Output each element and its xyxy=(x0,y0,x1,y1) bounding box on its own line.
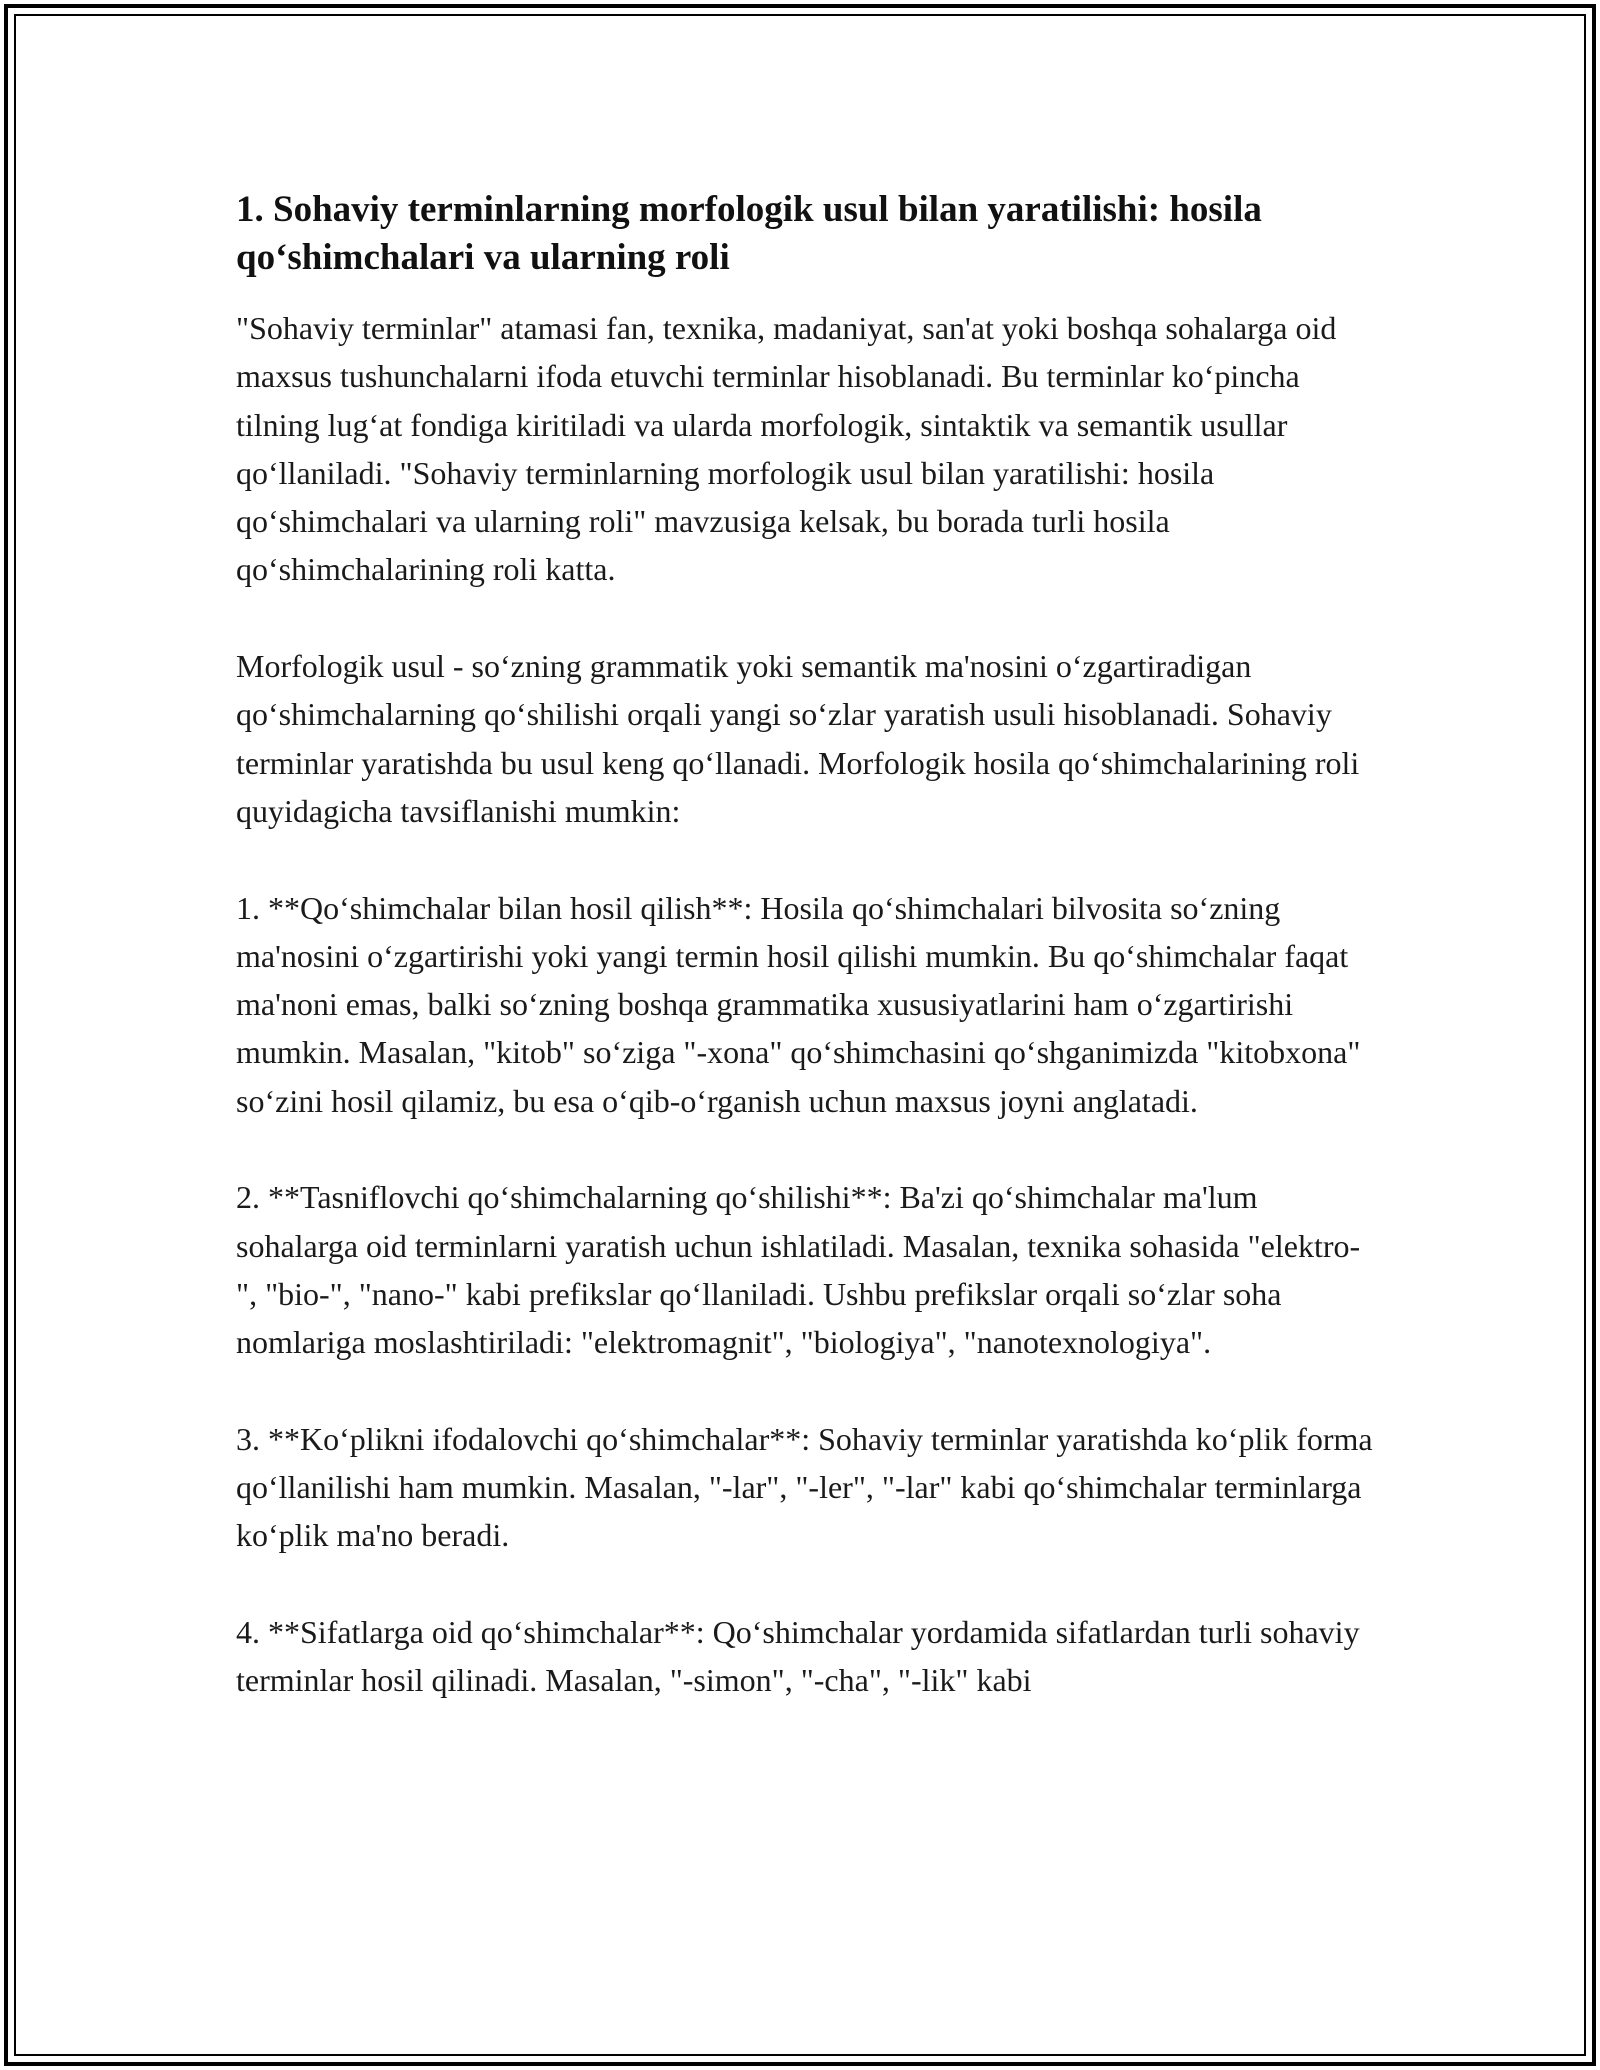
paragraph-point-3: 3. **Ko‘plikni ifodalovchi qo‘shimchalar**: Sohaviy terminlar yaratishda ko‘plik forma qo‘llanilishi ham mumkin. Masalan, "-lar", "-ler", "-lar" kabi qo‘shimchalar terminlarga ko‘plik ma'no beradi. xyxy=(236,1420,1373,1554)
paragraph-morphological-method: Morfologik usul - so‘zning grammatik yoki semantik ma'nosini o‘zgartiradigan qo‘shimchalarning qo‘shilishi orqali yangi so‘zlar yaratish usuli hisoblanadi. Sohaviy terminlar yaratishda bu usul keng qo‘llanadi. Morfologik hosila qo‘shimchalarining roli quyidagicha tavsiflanishi mumkin: xyxy=(236,648,1360,829)
paragraph-point-2: 2. **Tasniflovchi qo‘shimchalarning qo‘shilishi**: Ba'zi qo‘shimchalar ma'lum sohalarga oid terminlarni yaratish uchun ishlatiladi. Masalan, texnika sohasida "elektro-", "bio-", "nano-" kabi prefikslar qo‘llaniladi. Ushbu prefikslar orqali so‘zlar soha nomlariga moslashtiriladi: "elektromagnit", "biologiya", "nanotexnologiya". xyxy=(236,1179,1361,1361)
document-body xyxy=(236,186,1376,1753)
paragraph-point-4: 4. **Sifatlarga oid qo‘shimchalar**: Qo‘shimchalar yordamida sifatlardan turli sohaviy terminlar hosil qilinadi. Masalan, "-simon", "-cha", "-lik" kabi xyxy=(236,1614,1360,1699)
section-title: 1. Sohaviy terminlarning morfologik usul bilan yaratilishi: hosila qo‘shimchalari va ularning roli xyxy=(236,189,1262,278)
paragraph-intro: "Sohaviy terminlar" atamasi fan, texnika, madaniyat, san'at yoki boshqa sohalarga oid maxsus tushunchalarni ifoda etuvchi terminlar hisoblanadi. Bu terminlar ko‘pincha tilning lug‘at fondiga kiritiladi va ularda morfologik, sintaktik va semantik usullar qo‘llaniladi. "Sohaviy terminlarning morfologik usul bilan yaratilishi: hosila qo‘shimchalari va ularning roli" mavzusiga kelsak, bu borada turli hosila qo‘shimchalarining roli katta. xyxy=(236,310,1337,588)
paragraph-point-1: 1. **Qo‘shimchalar bilan hosil qilish**: Hosila qo‘shimchalari bilvosita so‘zning ma'nosini o‘zgartirishi yoki yangi termin hosil qilishi mumkin. Bu qo‘shimchalar faqat ma'noni emas, balki so‘zning boshqa grammatika xususiyatlarini ham o‘zgartirishi mumkin. Masalan, "kitob" so‘ziga "-xona" qo‘shimchasini qo‘shganimizda "kitobxona" so‘zini hosil qilamiz, bu esa o‘qib-o‘rganish uchun maxsus joyni anglatadi. xyxy=(236,889,1361,1119)
